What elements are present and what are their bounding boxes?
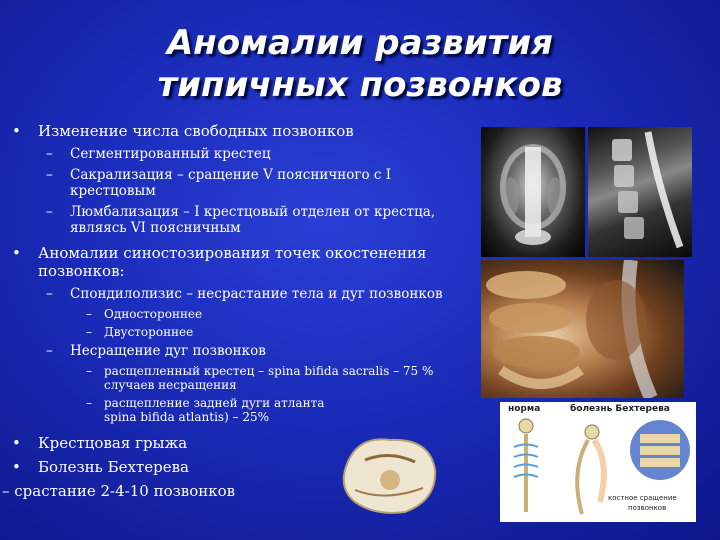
- sub-bullet-2-2: – Несращение дуг позвонков: [46, 343, 266, 359]
- dash-icon: –: [86, 307, 92, 321]
- bullet-1: • Изменение числа свободных позвонков: [12, 122, 354, 140]
- slide-title: [0, 22, 720, 106]
- title-line-2: типичных позвонков: [157, 65, 563, 105]
- bullet-dot-icon: •: [12, 458, 21, 476]
- dash-icon: –: [86, 396, 92, 410]
- sub-sub-bullet-2-2-2: – расщепление задней дуги атланта spina bifida atlantis) – 25%: [86, 396, 325, 424]
- ct-scan-axial-image: [481, 127, 585, 257]
- dash-icon: –: [46, 343, 53, 359]
- vertebra-bone-image: [335, 430, 443, 518]
- bullet-2: • Аномалии синостозирования точек окостенения позвонков:: [12, 244, 427, 280]
- diagram-caption-line-2: позвонков: [628, 504, 667, 512]
- diagram-label-norm: норма: [508, 404, 541, 414]
- bullet-dot-icon: •: [12, 122, 21, 140]
- sub-sub-bullet-2-1-1: – Одностороннее: [86, 307, 203, 321]
- dash-icon: –: [46, 286, 53, 302]
- bullet-dot-icon: •: [12, 434, 21, 452]
- sub-bullet-2-1: – Спондилолизис – несрастание тела и дуг позвонков: [46, 286, 443, 302]
- sub-bullet-1-1: – Сегментированный крестец: [46, 146, 271, 162]
- diagram-caption-line-1: костное сращение: [608, 494, 677, 502]
- sub-bullet-1-3: – Люмбализация – I крестцовый отделен от крестца, являясь VI поясничным: [46, 204, 436, 236]
- bullet-dot-icon: •: [12, 244, 21, 262]
- title-line-1: Аномалии развития: [166, 23, 554, 63]
- spine-3d-reconstruction-image: [481, 260, 684, 398]
- bechterew-diagram: [500, 402, 696, 522]
- ct-scan-sagittal-image: [588, 127, 692, 257]
- dash-icon: –: [86, 364, 92, 378]
- diagram-label-disease: болезнь Бехтерева: [570, 404, 670, 414]
- bullet-4: • Болезнь Бехтерева: [12, 458, 189, 476]
- sub-bullet-1-2: – Сакрализация – сращение V поясничного с I крестцовым: [46, 167, 392, 199]
- sub-sub-bullet-2-2-1: – расщепленный крестец – spina bifida sacralis – 75 % случаев несращения: [86, 364, 434, 392]
- sub-sub-bullet-2-1-2: – Двустороннее: [86, 325, 194, 339]
- dash-icon: –: [46, 167, 53, 183]
- bullet-3: • Крестцовая грыжа: [12, 434, 188, 452]
- dash-icon: –: [86, 325, 92, 339]
- dash-icon: –: [46, 204, 53, 220]
- tail-text: – срастание 2-4-10 позвонков: [2, 482, 236, 500]
- dash-icon: –: [46, 146, 53, 162]
